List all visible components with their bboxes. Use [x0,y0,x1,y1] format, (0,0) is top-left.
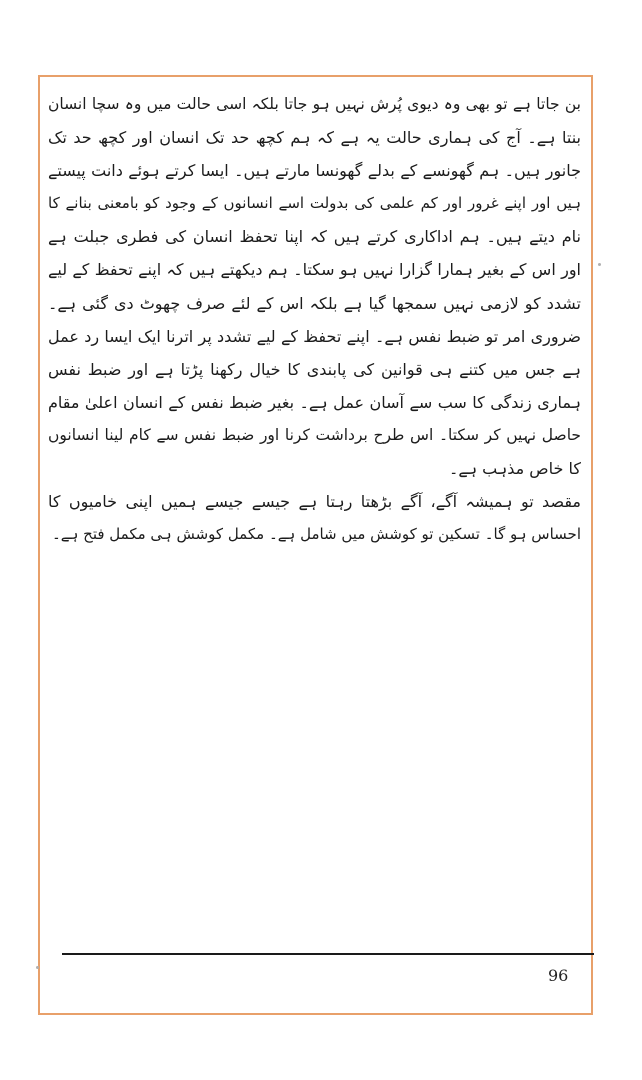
text-line: احساس ہو گا۔ تسکین تو کوشش میں شامل ہے۔ مکمل کوشش ہی مکمل فتح ہے۔ [52,525,581,544]
text-line: ہماری زندگی کا سب سے آسان عمل ہے۔ بغیر ضبط نفس کے انسان اعلیٰ مقام [48,392,581,412]
text-line: ہیں اور اپنے غرور اور کم علمی کی بدولت اسے انسانوں کے وجود کو بامعنی بنانے کا [48,194,581,213]
paper-speck [36,966,39,969]
footer-rule [62,953,594,955]
text-line: حاصل نہیں کر سکتا۔ اس طرح برداشت کرنا اور ضبط نفس سے کام لینا انسانوں [48,425,581,444]
paragraph-1 [48,88,581,485]
text-line: نام دیتے ہیں۔ ہم اداکاری کرتے ہیں کہ اپنا تحفظ انسان کی فطری جبلت ہے [48,227,581,247]
text-line: جانور ہیں۔ ہم گھونسے کے بدلے گھونسا مارتے ہیں۔ ایسا کرتے ہوئے دانت پیستے [48,161,581,181]
paper-speck [598,263,601,266]
text-line: اور اس کے بغیر ہمارا گزارا نہیں ہو سکتا۔ ہم دیکھتے ہیں کہ اپنے تحفظ کے لیے [48,260,581,280]
text-line: بن جاتا ہے تو بھی وہ دیوی پُرش نہیں ہو جاتا بلکہ اسی حالت میں وہ سچا انسان [48,95,581,113]
paragraph-2 [48,485,581,551]
text-line: ہے جس میں کتنے ہی قوانین کی پابندی کا خیال رکھنا پڑتا ہے اور ضبط نفس [48,359,581,379]
page-number: 96 [548,966,569,985]
text-line: کا خاص مذہب ہے۔ [448,459,581,479]
text-line: ضروری امر تو ضبط نفس ہے۔ اپنے تحفظ کے لیے تشدد پر اترنا ایک ایسا رد عمل [48,326,581,346]
text-line: مقصد تو ہمیشہ آگے، آگے بڑھتا رہتا ہے جیسے جیسے ہمیں اپنی خامیوں کا [48,492,581,512]
text-line: بنتا ہے۔ آج کی ہماری حالت یہ ہے کہ ہم کچھ حد تک انسان اور کچھ حد تک [48,128,581,148]
body-text [48,88,581,551]
text-line: تشدد کو لازمی نہیں سمجھا گیا ہے بلکہ اس کے لئے صرف چھوٹ دی گئی ہے۔ [48,293,581,313]
